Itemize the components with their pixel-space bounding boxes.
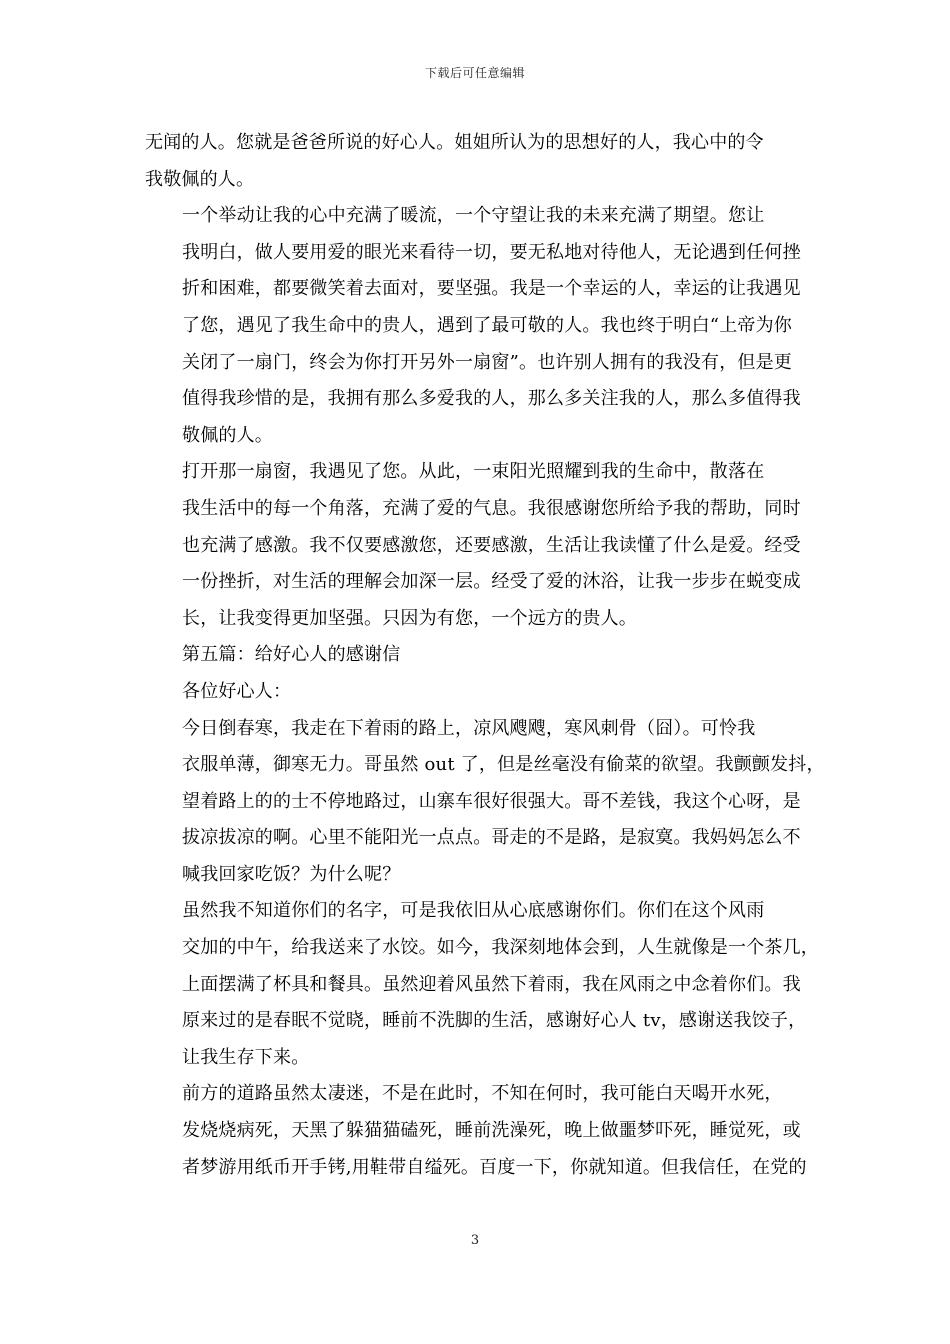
text-line: 一份挫折，对生活的理解会加深一层。经受了爱的沐浴，让我一步步在蜕变成 — [182, 571, 801, 593]
paragraph — [145, 198, 810, 454]
page-header: 下载后可任意编辑 — [424, 66, 525, 80]
text-line: 了您，遇见了我生命中的贵人，遇到了最可敬的人。我也终于明白“上帝为你 — [182, 314, 792, 336]
text-line: 今日倒春寒，我走在下着雨的路上，凉风飕飕，寒风刺骨（囧）。可怜我 — [182, 717, 756, 739]
text-line: 发烧烧病死，天黑了躲猫猫磕死，睡前洗澡死，晚上做噩梦吓死，睡觉死，或 — [182, 1120, 801, 1142]
text-line: 让我生存下来。 — [182, 1046, 310, 1068]
paragraph — [145, 711, 825, 894]
text-line: 望着路上的的士不停地路过，山寨车很好很强大。哥不差钱，我这个心呀，是 — [182, 790, 801, 812]
text-line: 拔凉拔凉的啊。心里不能阳光一点点。哥走的不是路，是寂寞。我妈妈怎么不 — [182, 827, 801, 849]
text-line: 无闻的人。您就是爸爸所说的好心人。姐姐所认为的思想好的人，我心中的令 — [145, 132, 764, 153]
text-line: 喊我回家吃饭？为什么呢？ — [182, 863, 401, 885]
text-line: 者梦游用纸币开手铐,用鞋带自缢死。百度一下，你就知道。但我信任，在党的 — [182, 1156, 807, 1178]
text-line: 虽然我不知道你们的名字，可是我依旧从心底感谢你们。你们在这个风雨 — [182, 900, 765, 922]
paragraph — [145, 893, 819, 1076]
text-line: 衣服单薄，御寒无力。哥虽然 out 了，但是丝毫没有偷菜的欲望。我颤颤发抖， — [182, 754, 825, 776]
text-line: 我明白，做人要用爱的眼光来看待一切，要无私地对待他人，无论遇到任何挫 — [182, 241, 801, 263]
document-body — [145, 125, 825, 1186]
text-line: 关闭了一扇门，终会为你打开另外一扇窗”。也许别人拥有的我没有，但是更 — [182, 351, 792, 373]
text-line: 上面摆满了杯具和餐具。虽然迎着风虽然下着雨，我在风雨之中念着你们。我 — [182, 973, 801, 995]
text-line: 前方的道路虽然太凄迷，不是在此时，不知在何时，我可能白天喝开水死， — [182, 1083, 783, 1105]
text-line: 各位好心人： — [182, 680, 292, 702]
text-line: 我敬佩的人。 — [145, 168, 255, 190]
paragraph — [145, 674, 810, 711]
text-line: 我生活中的每一个角落，充满了爱的气息。我很感谢您所给予我的帮助，同时 — [182, 497, 801, 519]
text-line: 打开那一扇窗，我遇见了您。从此，一束阳光照耀到我的生命中，散落在 — [182, 461, 765, 483]
text-line: 折和困难，都要微笑着去面对，要坚强。我是一个幸运的人，幸运的让我遇见 — [182, 278, 801, 300]
page-number: 3 — [470, 1233, 480, 1248]
text-line: 第五篇：给好心人的感谢信 — [182, 644, 401, 666]
text-line: 值得我珍惜的是，我拥有那么多爱我的人，那么多关注我的人，那么多值得我 — [182, 388, 801, 410]
text-line: 敬佩的人。 — [182, 424, 273, 446]
paragraph — [145, 1076, 810, 1186]
text-line: 长，让我变得更加坚强。只因为有您，一个远方的贵人。 — [182, 607, 637, 629]
text-line: 交加的中午，给我送来了水饺。如今，我深刻地体会到，人生就像是一个茶几， — [182, 937, 819, 959]
paragraph — [145, 125, 810, 198]
text-line: 一个举动让我的心中充满了暖流，一个守望让我的未来充满了期望。您让 — [182, 205, 765, 227]
text-line: 也充满了感激。我不仅要感激您，还要感激，生活让我读懂了什么是爱。经受 — [182, 534, 801, 556]
paragraph — [145, 454, 810, 637]
text-line: 原来过的是春眠不觉晓，睡前不洗脚的生活，感谢好心人 tv，感谢送我饺子， — [182, 1010, 807, 1032]
paragraph — [145, 637, 810, 674]
